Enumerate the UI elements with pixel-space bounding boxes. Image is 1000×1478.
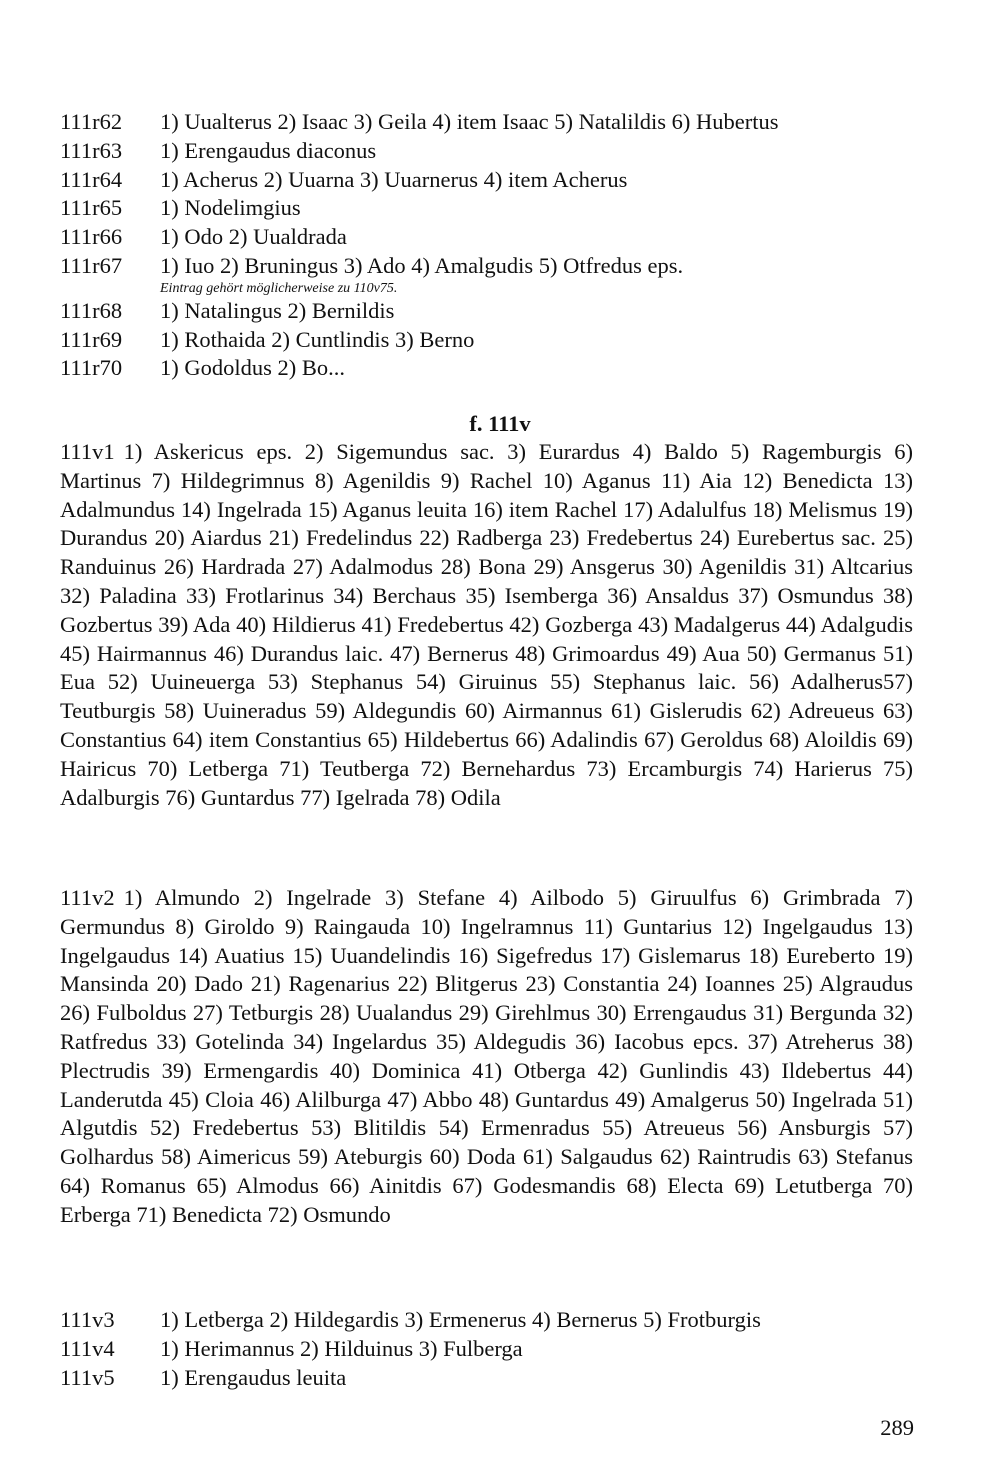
entry-text: 1) Iuo 2) Bruningus 3) Ado 4) Amalgudis 5) Otfredus eps. xyxy=(160,252,684,278)
entry-id: 111v1 xyxy=(60,439,115,464)
entry-text: 1) Erengaudus leuita xyxy=(160,1364,347,1390)
entry-id: 111v2 xyxy=(60,885,115,910)
entry-text: 1) Letberga 2) Hildegardis 3) Ermenerus 4) Bernerus 5) Frotburgis xyxy=(160,1307,761,1332)
entry-paragraph-111v2 xyxy=(60,884,913,1230)
entry-text: 1) Herimannus 2) Hilduinus 3) Fulberga xyxy=(160,1335,523,1361)
entry-row xyxy=(60,252,920,281)
entry-id: 111r70 xyxy=(60,355,123,381)
entry-text: 1) Erengaudus diaconus xyxy=(160,137,377,163)
entry-id: 111v3 xyxy=(60,1307,115,1332)
entry-text: 1) Almundo 2) Ingelrade 3) Stefane 4) Ailbodo 5) Giruulfus 6) Grimbrada 7) Germundus 8) Giroldo 9) Raingauda 10) Ingelramnus 11) Guntarius 12) Ingelgaudus 13) Ingelgaudus 14) Auatius 15) Uuandelindis 16) Sigefredus 17) Gislemarus 18) Eureberto 19) Mansinda 20) Dado 21) Ragenarius 22) Blitgerus 23) Constantia 24) Ioannes 25) Algraudus 26) Fulboldus 27) Tetburgis 28) Uualandus 29) Girehlmus 30) Errengaudus 31) Bergunda 32) Ratfredus 33) Gotelinda 34) Ingelardus 35) Aldegudis 36) Iacobus epcs. 37) Atreherus 38) Plectrudis 39) Ermengardis 40) Dominica 41) Otberga 42) Gunlindis 43) Ildebertus 44) Landerutda 45) Cloia 46) Alilburga 47) Abbo 48) Guntardus 49) Amalgerus 50) Ingelrada 51) Algutdis 52) Fredebertus 53) Blitildis 54) Ermenradus 55) Atreueus 56) Ansburgis 57) Golhardus 58) Aimericus 59) Ateburgis 60) Doda 61) Salgaudus 62) Raintrudis 63) Stefanus 64) Romanus 65) Almodus 66) Ainitdis 67) Godesmandis 68) Electa 69) Letutberga 70) Erberga 71) Benedicta 72) Osmundo xyxy=(60,885,913,1227)
entry-id: 111r68 xyxy=(60,297,123,323)
entry-id: 111v5 xyxy=(60,1364,115,1390)
entry-text: 1) Odo 2) Uualdrada xyxy=(160,224,347,250)
entry-row xyxy=(60,1364,920,1393)
entry-row xyxy=(60,297,920,326)
entry-row xyxy=(60,194,920,223)
entry-row xyxy=(60,354,920,383)
editorial-note: Eintrag gehört möglicherweise zu 110v75. xyxy=(160,280,398,296)
entry-id: 111r67 xyxy=(60,252,123,278)
entry-row xyxy=(60,166,920,195)
entry-id: 111r64 xyxy=(60,166,123,192)
entry-row xyxy=(60,326,920,355)
entry-row xyxy=(60,223,920,252)
entries-111v xyxy=(60,1306,920,1392)
entry-paragraph-111v1 xyxy=(60,438,913,812)
page-number: 289 xyxy=(880,1415,914,1440)
entry-id: 111v4 xyxy=(60,1335,115,1361)
entry-text: 1) Nodelimgius xyxy=(160,195,301,221)
entry-id: 111r63 xyxy=(60,137,123,163)
entry-id: 111r69 xyxy=(60,326,123,352)
entry-id: 111r66 xyxy=(60,224,123,250)
entry-row xyxy=(60,137,920,166)
entries-111r xyxy=(60,108,920,383)
folio-heading: f. 111v xyxy=(469,411,531,436)
entry-text: 1) Acherus 2) Uuarna 3) Uuarnerus 4) item Acherus xyxy=(160,166,628,192)
entry-text: 1) Uualterus 2) Isaac 3) Geila 4) item Isaac 5) Natalildis 6) Hubertus xyxy=(160,109,779,134)
entry-text: 1) Natalingus 2) Bernildis xyxy=(160,297,395,323)
entry-text: 1) Godoldus 2) Bo... xyxy=(160,355,345,381)
entry-row xyxy=(60,108,920,137)
entry-text: 1) Askericus eps. 2) Sigemundus sac. 3) Eurardus 4) Baldo 5) Ragemburgis 6) Martinus 7) Hildegrimnus 8) Agenildis 9) Rachel 10) Aganus 11) Aia 12) Benedicta 13) Adalmundus 14) Ingelrada 15) Aganus leuita 16) item Rachel 17) Adalulfus 18) Melismus 19) Durandus 20) Aiardus 21) Fredelindus 22) Radberga 23) Fredebertus 24) Eurebertus sac. 25) Randuinus 26) Hardrada 27) Adalmodus 28) Bona 29) Ansgerus 30) Agenildis 31) Altcarius 32) Paladina 33) Frotlarinus 34) Berchaus 35) Isemberga 36) Ansaldus 37) Osmundus 38) Gozbertus 39) Ada 40) Hildierus 41) Fredebertus 42) Gozberga 43) Madalgerus 44) Adalgudis 45) Hairmannus 46) Durandus laic. 47) Bernerus 48) Grimoardus 49) Aua 50) Germanus 51) Eua 52) Uuineuerga 53) Stephanus 54) Giruinus 55) Stephanus laic. 56) Adalherus57) Teutburgis 58) Uuineradus 59) Aldegundis 60) Airmannus 61) Gislerudis 62) Adreueus 63) Constantius 64) item Constantius 65) Hildebertus 66) Adalindis 67) Geroldus 68) Aloildis 69) Hairicus 70) Letberga 71) Teutberga 72) Bernehardus 73) Ercamburgis 74) Harierus 75) Adalburgis 76) Guntardus 77) Igelrada 78) Odila xyxy=(60,439,913,810)
entry-id: 111r62 xyxy=(60,109,123,134)
entry-row xyxy=(60,1306,920,1335)
entry-row xyxy=(60,1335,920,1364)
entry-id: 111r65 xyxy=(60,195,123,221)
entry-text: 1) Rothaida 2) Cuntlindis 3) Berno xyxy=(160,326,475,352)
